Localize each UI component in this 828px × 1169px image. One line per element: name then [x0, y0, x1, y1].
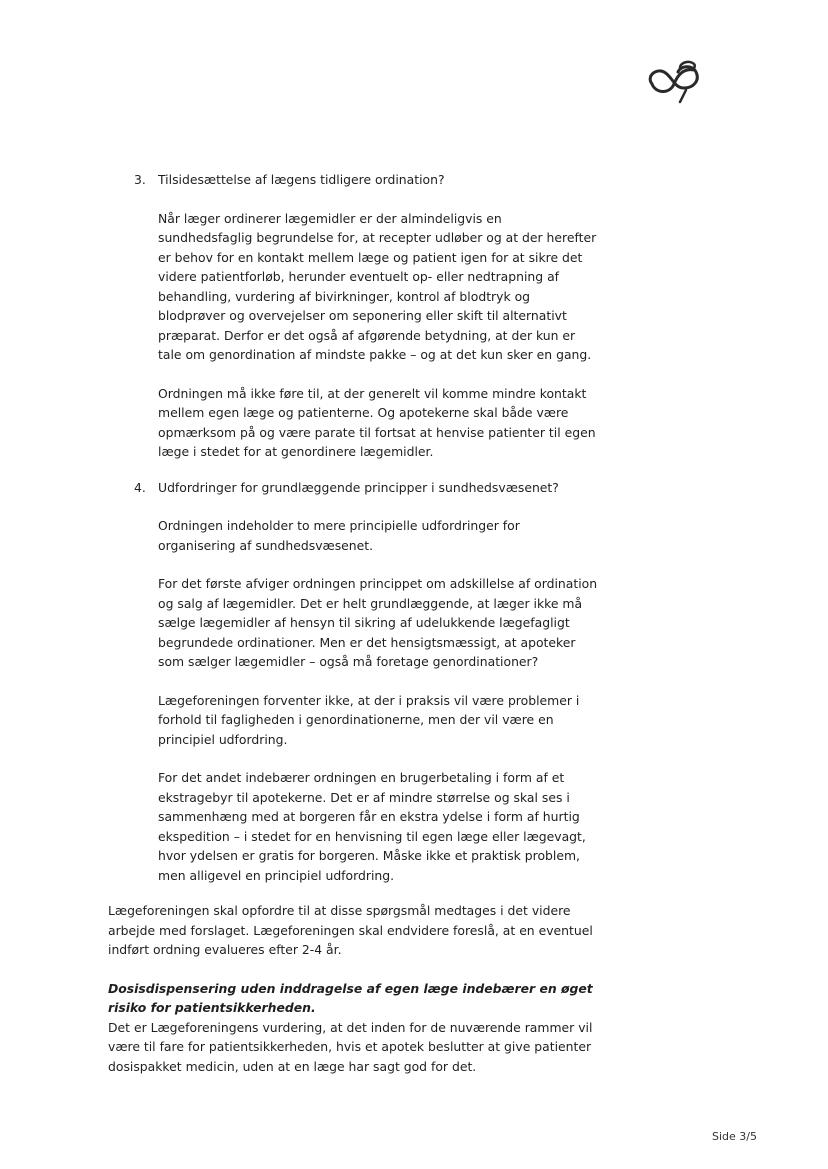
paragraph: Ordningen indeholder to mere principielle udfordringer for organisering af sundhedsvæsenet.: [158, 518, 520, 553]
serpent-logo-icon: [644, 54, 706, 106]
item-heading: Udfordringer for grundlæggende principper i sundhedsvæsenet?: [158, 479, 559, 495]
item-heading: Tilsidesættelse af lægens tidligere ordination?: [158, 172, 445, 187]
paragraph: For det første afviger ordningen princippet om adskillelse af ordination og salg af lægemidler. Det er helt grundlæggende, at læger ikke må sælge lægemidler af hensyn til sikring af udelukkende lægefagligt begrundede ordinationer. Men er det hensigtsmæssigt, at apoteker som sælger lægemidler – også må foretage genordinationer?: [158, 576, 598, 669]
page-number: Side 3/5: [712, 1130, 757, 1143]
section-paragraph: Det er Lægeforeningens vurdering, at det inden for de nuværende rammer vil være til fare for patientsikkerheden, hvis et apotek beslutter at give patienter dosispakket medicin, uden at en læge har sagt god for det.: [108, 1019, 593, 1074]
item-number: 4.: [134, 479, 146, 495]
numbered-item: [108, 478, 598, 886]
numbered-item: [108, 170, 598, 462]
paragraph: For det andet indebærer ordningen en brugerbetaling i form af et ekstragebyr til apotekerne. Det er af mindre størrelse og skal ses i sammenhæng med at borgeren får en ekstra ydelse i form af hurtig ekspedition – i stedet for en henvisning til egen læge eller lægevagt, hvor ydelsen er gratis for borgeren. Måske ikke et praktisk problem, men alligevel en principiel udfordring.: [158, 770, 586, 883]
paragraph: Når læger ordinerer lægemidler er der almindeligvis en sundhedsfaglig begrundelse for, at recepter udløber og at der herefter er behov for en kontakt mellem læge og patient igen for at sikre det videre patientforløb, herunder eventuelt op- eller nedtrapning af behandling, vurdering af bivirkninger, kontrol af blodtryk og blodprøver og overvejelser om seponering eller skift til alternativt præparat. Derfor er det også af afgørende betydning, at der kun er tale om genordination af mindste pakke – og at det kun sker en gang.: [158, 210, 597, 362]
paragraph: Ordningen må ikke føre til, at der generelt vil komme mindre kontakt mellem egen læge og patienterne. Og apotekerne skal både være opmærksom på og være parate til fortsat at henvise patienter til egen læge i stedet for at genordinere lægemidler.: [158, 385, 596, 459]
document-body: [108, 170, 598, 1076]
section-heading: Dosisdispensering uden inddragelse af egen læge indebærer en øget risiko for patientsikkerheden.: [108, 980, 593, 1015]
paragraph: Lægeforeningen forventer ikke, at der i praksis vil være problemer i forhold til fagligheden i genordinationerne, men der vil være en principiel udfordring.: [158, 692, 580, 747]
closing-paragraph: Lægeforeningen skal opfordre til at disse spørgsmål medtages i det videre arbejde med forslaget. Lægeforeningen skal endvidere foreslå, at en eventuel indført ordning evalueres efter 2-4 år.: [108, 903, 593, 957]
item-number: 3.: [134, 172, 146, 187]
